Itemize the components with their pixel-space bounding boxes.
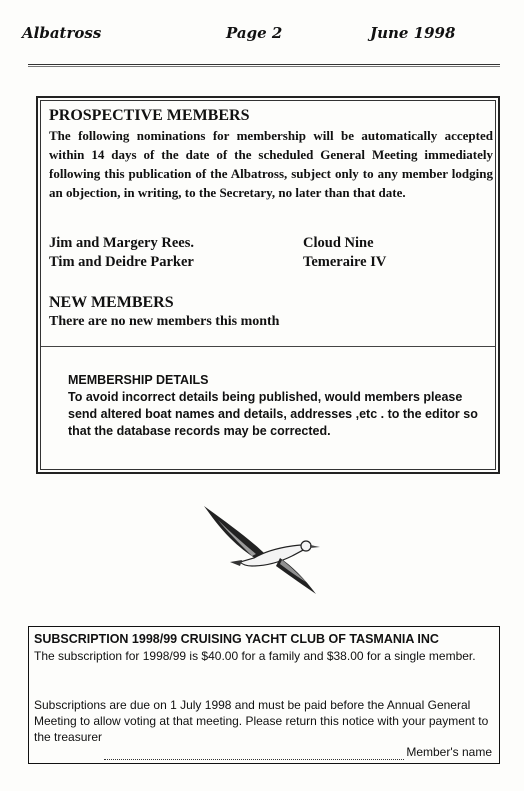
membership-details-title: MEMBERSHIP DETAILS — [68, 373, 209, 387]
nominee-boat: Cloud Nine — [303, 235, 374, 251]
subscription-title: SUBSCRIPTION 1998/99 CRUISING YACHT CLUB OF TASMANIA INC — [34, 632, 439, 646]
issue-date: June 1998 — [370, 24, 456, 42]
subscription-notice — [28, 626, 500, 764]
page-header — [22, 24, 502, 48]
page-number: Page 2 — [226, 24, 283, 42]
subscription-due-notice: Subscriptions are due on 1 July 1998 and must be paid before the Annual General Meeting to allow voting at that meeting. Please return this notice with your payment to the treasurer — [34, 698, 489, 744]
member-name-line — [104, 744, 492, 760]
section-divider — [41, 346, 495, 347]
nominee-boat: Temeraire IV — [303, 254, 387, 270]
members-box — [36, 96, 500, 474]
new-members-body: There are no new members this month — [49, 314, 280, 329]
albatross-icon — [196, 500, 336, 600]
newsletter-name: Albatross — [22, 24, 102, 42]
prospective-members-title: PROSPECTIVE MEMBERS — [49, 107, 250, 124]
signature-dotted-line — [104, 747, 404, 760]
member-name-label: Member's name — [406, 745, 492, 759]
new-members-title: NEW MEMBERS — [49, 294, 174, 311]
header-rule — [28, 64, 500, 67]
membership-details-body: To avoid incorrect details being published, would members please send altered boat names and details, addresses ,etc . to the editor so that the database records may be corrected. — [68, 390, 478, 438]
nominee-name: Jim and Margery Rees. — [49, 235, 194, 251]
nominee-name: Tim and Deidre Parker — [49, 254, 194, 270]
subscription-amounts: The subscription for 1998/99 is $40.00 for a family and $38.00 for a single member. — [34, 649, 476, 663]
members-box-inner — [40, 100, 496, 470]
prospective-members-body: The following nominations for membership will be automatically accepted within 14 days of the date of the scheduled General Meeting immediately following this publication of the Albatross, subject only to any member lodging an objection, in writing, to the Secretary, no later than that date. — [49, 128, 493, 200]
